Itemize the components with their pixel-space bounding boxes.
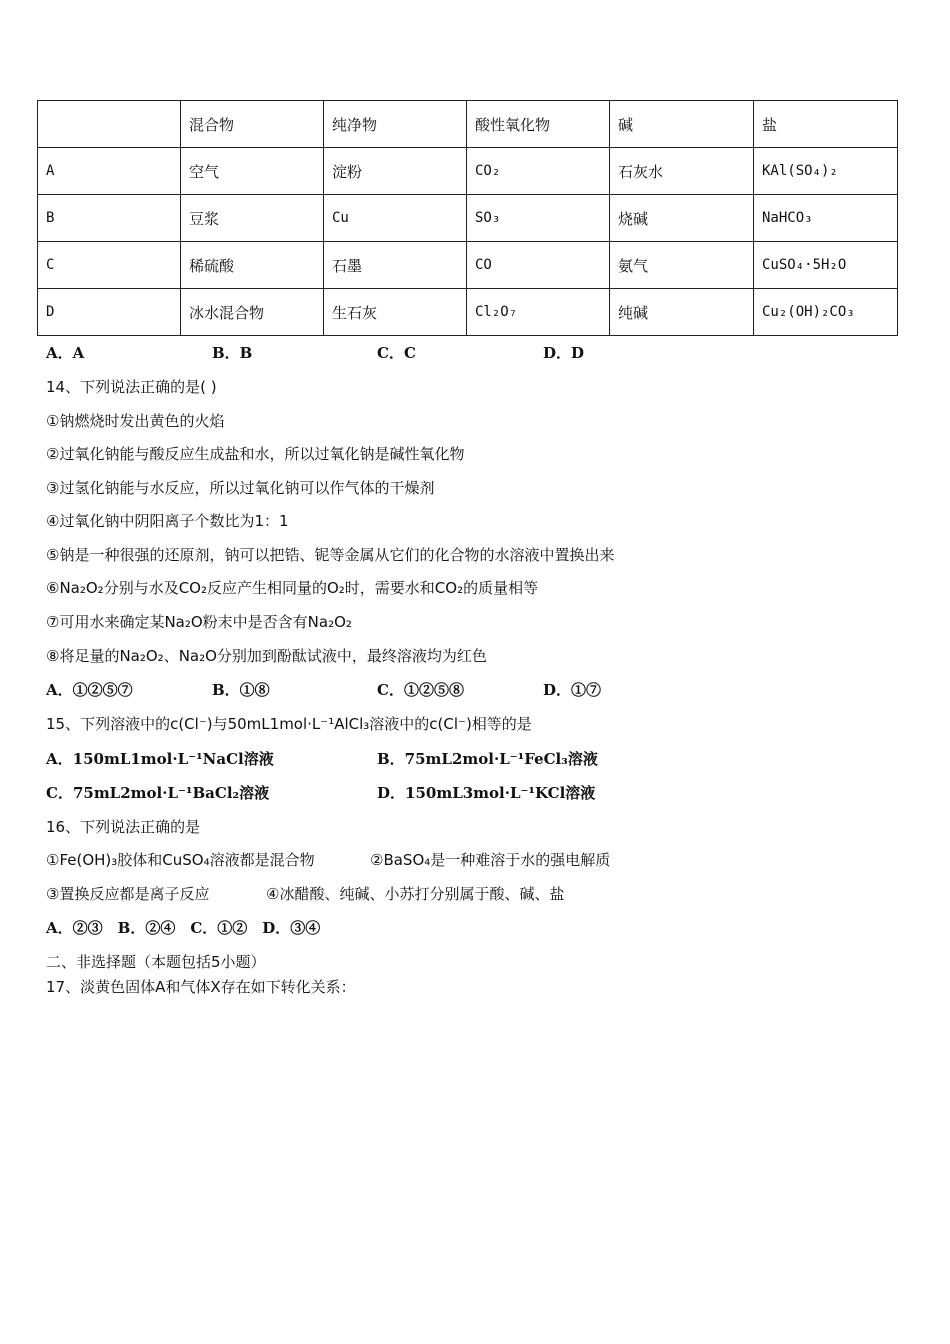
q15-option-c: C．75mL2mol·L⁻¹BaCl₂溶液 xyxy=(46,784,270,802)
table-cell: 稀硫酸 xyxy=(181,242,324,289)
table-header-cell: 酸性氧化物 xyxy=(467,101,610,148)
table-cell: B xyxy=(38,195,181,242)
q16-statement-2: ②BaSO₄是一种难溶于水的强电解质 xyxy=(370,851,611,869)
q17-stem: 17、淡黄色固体A和气体X存在如下转化关系： xyxy=(46,978,356,996)
table-cell: CuSO₄·5H₂O xyxy=(754,242,898,289)
section-heading: 二、非选择题（本题包括5小题） xyxy=(46,953,266,971)
table-header-cell: 纯净物 xyxy=(324,101,467,148)
q16-statement-3: ③置换反应都是离子反应 xyxy=(46,885,210,903)
q14-statement: ④过氧化钠中阴阳离子个数比为1：1 xyxy=(46,512,289,530)
classification-table xyxy=(37,100,898,336)
table-cell: 石墨 xyxy=(324,242,467,289)
table-cell: D xyxy=(38,289,181,336)
q14-option-d: D．①⑦ xyxy=(543,681,602,699)
q16-options: A．②③ B．②④ C．①② D．③④ xyxy=(46,919,321,937)
q15-option-d: D．150mL3mol·L⁻¹KCl溶液 xyxy=(377,784,596,802)
table-header-cell xyxy=(38,101,181,148)
q14-stem: 14、下列说法正确的是( ) xyxy=(46,378,217,396)
q14-option-b: B．①⑧ xyxy=(212,681,270,699)
table-cell: 氨气 xyxy=(610,242,754,289)
table-cell: 豆浆 xyxy=(181,195,324,242)
q13-option-c: C．C xyxy=(377,344,416,362)
table-cell: SO₃ xyxy=(467,195,610,242)
table-row xyxy=(38,289,898,336)
q14-statement: ②过氧化钠能与酸反应生成盐和水，所以过氧化钠是碱性氧化物 xyxy=(46,445,465,463)
q15-option-b: B．75mL2mol·L⁻¹FeCl₃溶液 xyxy=(377,750,598,768)
table-cell: Cu₂(OH)₂CO₃ xyxy=(754,289,898,336)
q14-statement: ⑥Na₂O₂分别与水及CO₂反应产生相同量的O₂时，需要水和CO₂的质量相等 xyxy=(46,579,539,597)
table-cell: CO xyxy=(467,242,610,289)
q15-stem: 15、下列溶液中的c(Cl⁻)与50mL1mol·L⁻¹AlCl₃溶液中的c(Cl⁻)相等的是 xyxy=(46,715,532,733)
q16-statement-4: ④冰醋酸、纯碱、小苏打分别属于酸、碱、盐 xyxy=(266,885,565,903)
q14-statement: ③过氢化钠能与水反应，所以过氧化钠可以作气体的干燥剂 xyxy=(46,479,435,497)
table-cell: 生石灰 xyxy=(324,289,467,336)
table-header-cell: 盐 xyxy=(754,101,898,148)
table-cell: 纯碱 xyxy=(610,289,754,336)
table-cell: NaHCO₃ xyxy=(754,195,898,242)
table-cell: CO₂ xyxy=(467,148,610,195)
table-cell: Cl₂O₇ xyxy=(467,289,610,336)
table-cell: KAl(SO₄)₂ xyxy=(754,148,898,195)
q15-option-a: A．150mL1mol·L⁻¹NaCl溶液 xyxy=(46,750,274,768)
table-cell: A xyxy=(38,148,181,195)
table-row xyxy=(38,195,898,242)
q14-statement: ⑤钠是一种很强的还原剂，钠可以把锆、铌等金属从它们的化合物的水溶液中置换出来 xyxy=(46,546,615,564)
q14-option-c: C．①②⑤⑧ xyxy=(377,681,464,699)
q14-statement: ①钠燃烧时发出黄色的火焰 xyxy=(46,412,225,430)
table-cell: 石灰水 xyxy=(610,148,754,195)
table-row xyxy=(38,242,898,289)
table-row xyxy=(38,148,898,195)
q14-statement: ⑧将足量的Na₂O₂、Na₂O分别加到酚酞试液中，最终溶液均为红色 xyxy=(46,647,487,665)
table-header-cell: 混合物 xyxy=(181,101,324,148)
q14-option-a: A．①②⑤⑦ xyxy=(46,681,133,699)
table-cell: C xyxy=(38,242,181,289)
table-cell: 冰水混合物 xyxy=(181,289,324,336)
q13-option-a: A．A xyxy=(46,344,85,362)
q16-stem: 16、下列说法正确的是 xyxy=(46,818,201,836)
q14-statement: ⑦可用水来确定某Na₂O粉末中是否含有Na₂O₂ xyxy=(46,613,352,631)
table-cell: 烧碱 xyxy=(610,195,754,242)
q13-option-b: B．B xyxy=(212,344,253,362)
table-header-row xyxy=(38,101,898,148)
table-cell: Cu xyxy=(324,195,467,242)
table-header-cell: 碱 xyxy=(610,101,754,148)
table-cell: 淀粉 xyxy=(324,148,467,195)
table-cell: 空气 xyxy=(181,148,324,195)
q16-statement-1: ①Fe(OH)₃胶体和CuSO₄溶液都是混合物 xyxy=(46,851,315,869)
q13-option-d: D．D xyxy=(543,344,585,362)
